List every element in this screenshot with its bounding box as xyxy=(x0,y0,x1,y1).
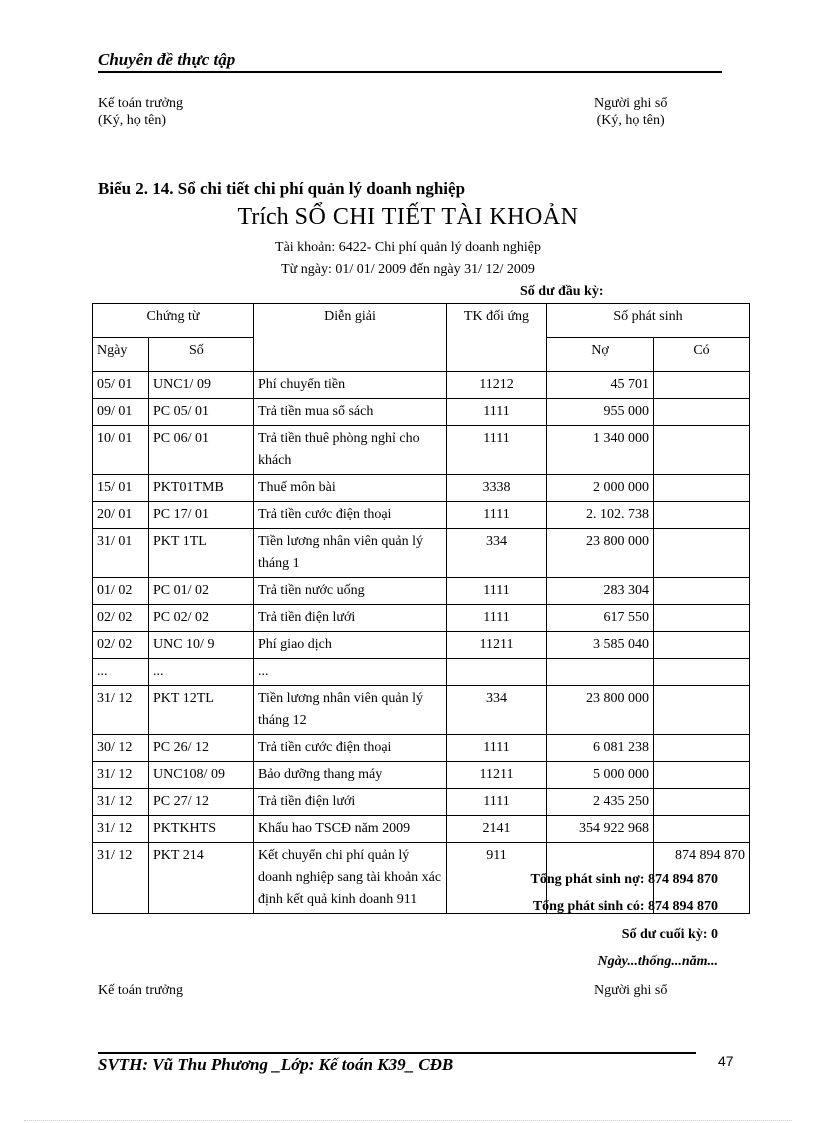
cell-credit xyxy=(654,762,750,789)
cell-date: 30/ 12 xyxy=(93,735,149,762)
recorder-label: Người ghi sổ xyxy=(594,96,668,111)
cell-number: UNC 10/ 9 xyxy=(149,632,254,659)
figure-caption: Biểu 2. 14. Sổ chi tiết chi phí quản lý doanh nghiệp xyxy=(98,179,466,198)
cell-credit xyxy=(654,578,750,605)
footer-student-info: SVTH: Vũ Thu Phương _Lớp: Kế toán K39_ CĐB xyxy=(98,1055,454,1074)
ledger-body xyxy=(93,372,750,914)
cell-date: 05/ 01 xyxy=(93,372,149,399)
cell-counter-account: 11211 xyxy=(447,632,547,659)
cell-number: PKT 12TL xyxy=(149,686,254,735)
cell-debit: 955 000 xyxy=(547,399,654,426)
chief-accountant-sign-note: (Ký, họ tên) xyxy=(98,113,167,128)
cell-date: 31/ 12 xyxy=(93,816,149,843)
cell-counter-account: 1111 xyxy=(447,426,547,475)
header-date: Ngày xyxy=(93,338,149,372)
cell-date: 20/ 01 xyxy=(93,502,149,529)
cell-debit: 2 435 250 xyxy=(547,789,654,816)
account-line: Tài khoản: 6422- Chi phí quản lý doanh nghiệp xyxy=(275,240,541,255)
table-row xyxy=(93,632,750,659)
cell-number: PKT 1TL xyxy=(149,529,254,578)
ledger-table xyxy=(92,303,750,914)
cell-description: Bảo dưỡng thang máy xyxy=(254,762,447,789)
cell-credit: 874 894 870 xyxy=(654,843,750,914)
table-row xyxy=(93,659,750,686)
header-voucher: Chứng từ xyxy=(93,304,254,338)
cell-date: 31/ 12 xyxy=(93,762,149,789)
ledger-title xyxy=(0,204,816,231)
table-row xyxy=(93,399,750,426)
cell-date: 31/ 12 xyxy=(93,686,149,735)
cell-counter-account: 911 xyxy=(447,843,547,914)
table-row xyxy=(93,789,750,816)
cell-counter-account: 1111 xyxy=(447,605,547,632)
cell-debit: 3 585 040 xyxy=(547,632,654,659)
date-line: Ngày...thống...năm... xyxy=(597,954,718,969)
header-divider xyxy=(98,71,722,73)
table-row xyxy=(93,686,750,735)
cell-number: UNC108/ 09 xyxy=(149,762,254,789)
cell-number: PKTKHTS xyxy=(149,816,254,843)
header-counter-account: TK đối ứng xyxy=(447,304,547,372)
cell-counter-account: 1111 xyxy=(447,399,547,426)
cell-description: Trả tiền nước uống xyxy=(254,578,447,605)
recorder-sign-note: (Ký, họ tên) xyxy=(596,113,665,128)
cell-number: PC 17/ 01 xyxy=(149,502,254,529)
closing-balance: Số dư cuối kỳ: 0 xyxy=(621,927,718,942)
chief-accountant-label: Kế toán trưởng xyxy=(98,96,183,111)
cell-description: ... xyxy=(254,659,447,686)
top-signature-left xyxy=(98,95,183,129)
header-description: Diễn giải xyxy=(254,304,447,372)
cell-date: 02/ 02 xyxy=(93,605,149,632)
page-number: 47 xyxy=(718,1053,734,1069)
cell-counter-account xyxy=(447,659,547,686)
cell-number: PC 02/ 02 xyxy=(149,605,254,632)
cell-credit xyxy=(654,502,750,529)
cell-counter-account: 11211 xyxy=(447,762,547,789)
table-row xyxy=(93,816,750,843)
cell-credit xyxy=(654,372,750,399)
cell-description: Phí giao dịch xyxy=(254,632,447,659)
cell-number: ... xyxy=(149,659,254,686)
cell-counter-account: 334 xyxy=(447,686,547,735)
cell-credit xyxy=(654,529,750,578)
bottom-chief-accountant: Kế toán trưởng xyxy=(98,983,183,998)
total-credit: Tổng phát sinh có: 874 894 870 xyxy=(532,899,718,914)
table-row xyxy=(93,762,750,789)
table-row xyxy=(93,426,750,475)
cell-number: PC 06/ 01 xyxy=(149,426,254,475)
cell-description: Trả tiền mua sổ sách xyxy=(254,399,447,426)
cell-counter-account: 1111 xyxy=(447,735,547,762)
cell-date: 09/ 01 xyxy=(93,399,149,426)
table-row xyxy=(93,372,750,399)
cell-description: Trả tiền cước điện thoại xyxy=(254,502,447,529)
cell-counter-account: 3338 xyxy=(447,475,547,502)
period-line: Từ ngày: 01/ 01/ 2009 đến ngày 31/ 12/ 2009 xyxy=(281,262,535,277)
total-debit: Tổng phát sinh nợ: 874 894 870 xyxy=(530,872,718,887)
cell-number: PKT01TMB xyxy=(149,475,254,502)
cell-description: Phí chuyển tiền xyxy=(254,372,447,399)
cell-debit: 23 800 000 xyxy=(547,686,654,735)
cell-description: Tiền lương nhân viên quản lý tháng 1 xyxy=(254,529,447,578)
cell-description: Trả tiền điện lưới xyxy=(254,605,447,632)
cell-credit xyxy=(654,426,750,475)
cell-debit: 2. 102. 738 xyxy=(547,502,654,529)
table-row xyxy=(93,502,750,529)
cell-credit xyxy=(654,475,750,502)
cell-counter-account: 2141 xyxy=(447,816,547,843)
cell-credit xyxy=(654,789,750,816)
page-bottom-edge xyxy=(24,1120,792,1121)
cell-debit: 283 304 xyxy=(547,578,654,605)
header-credit: Có xyxy=(654,338,750,372)
cell-debit xyxy=(547,659,654,686)
table-row xyxy=(93,475,750,502)
cell-credit xyxy=(654,632,750,659)
table-row xyxy=(93,529,750,578)
cell-debit: 6 081 238 xyxy=(547,735,654,762)
cell-counter-account: 1111 xyxy=(447,502,547,529)
cell-credit xyxy=(654,605,750,632)
cell-date: 02/ 02 xyxy=(93,632,149,659)
cell-credit xyxy=(654,659,750,686)
header-debit: Nợ xyxy=(547,338,654,372)
table-header-row xyxy=(93,304,750,338)
header-amount: Số phát sinh xyxy=(547,304,750,338)
cell-date: 31/ 01 xyxy=(93,529,149,578)
cell-debit: 5 000 000 xyxy=(547,762,654,789)
cell-debit: 2 000 000 xyxy=(547,475,654,502)
cell-date: 15/ 01 xyxy=(93,475,149,502)
cell-date: 01/ 02 xyxy=(93,578,149,605)
cell-description: Trả tiền điện lưới xyxy=(254,789,447,816)
cell-counter-account: 1111 xyxy=(447,789,547,816)
cell-debit: 617 550 xyxy=(547,605,654,632)
cell-debit: 1 340 000 xyxy=(547,426,654,475)
table-row xyxy=(93,735,750,762)
cell-credit xyxy=(654,735,750,762)
cell-credit xyxy=(654,686,750,735)
header-number: Số xyxy=(149,338,254,372)
document-header-title: Chuyên đề thực tập xyxy=(98,50,236,69)
cell-description: Trả tiền cước điện thoại xyxy=(254,735,447,762)
cell-date: ... xyxy=(93,659,149,686)
cell-description: Tiền lương nhân viên quản lý tháng 12 xyxy=(254,686,447,735)
cell-number: PC 05/ 01 xyxy=(149,399,254,426)
cell-counter-account: 1111 xyxy=(447,578,547,605)
cell-description: Khấu hao TSCĐ năm 2009 xyxy=(254,816,447,843)
table-row xyxy=(93,605,750,632)
cell-debit: 354 922 968 xyxy=(547,816,654,843)
cell-date: 31/ 12 xyxy=(93,843,149,914)
cell-credit xyxy=(654,816,750,843)
cell-date: 10/ 01 xyxy=(93,426,149,475)
table-row xyxy=(93,578,750,605)
cell-number: PKT 214 xyxy=(149,843,254,914)
cell-counter-account: 334 xyxy=(447,529,547,578)
cell-debit: 45 701 xyxy=(547,372,654,399)
opening-balance-label: Số dư đầu kỳ: xyxy=(520,284,604,299)
cell-description: Trả tiền thuê phòng nghỉ cho khách xyxy=(254,426,447,475)
cell-description: Kết chuyển chi phí quản lý doanh nghiệp sang tài khoản xác định kết quả kinh doanh 911 xyxy=(254,843,447,914)
cell-number: UNC1/ 09 xyxy=(149,372,254,399)
cell-debit: 23 800 000 xyxy=(547,529,654,578)
cell-number: PC 27/ 12 xyxy=(149,789,254,816)
cell-number: PC 01/ 02 xyxy=(149,578,254,605)
cell-credit xyxy=(654,399,750,426)
title-prefix: Trích xyxy=(237,204,289,230)
cell-number: PC 26/ 12 xyxy=(149,735,254,762)
cell-date: 31/ 12 xyxy=(93,789,149,816)
cell-counter-account: 11212 xyxy=(447,372,547,399)
bottom-recorder: Người ghi sổ xyxy=(594,983,668,998)
title-main: SỔ CHI TIẾT TÀI KHOẢN xyxy=(294,204,579,230)
cell-description: Thuế môn bài xyxy=(254,475,447,502)
top-signature-right xyxy=(594,95,667,129)
footer-divider xyxy=(98,1052,696,1054)
